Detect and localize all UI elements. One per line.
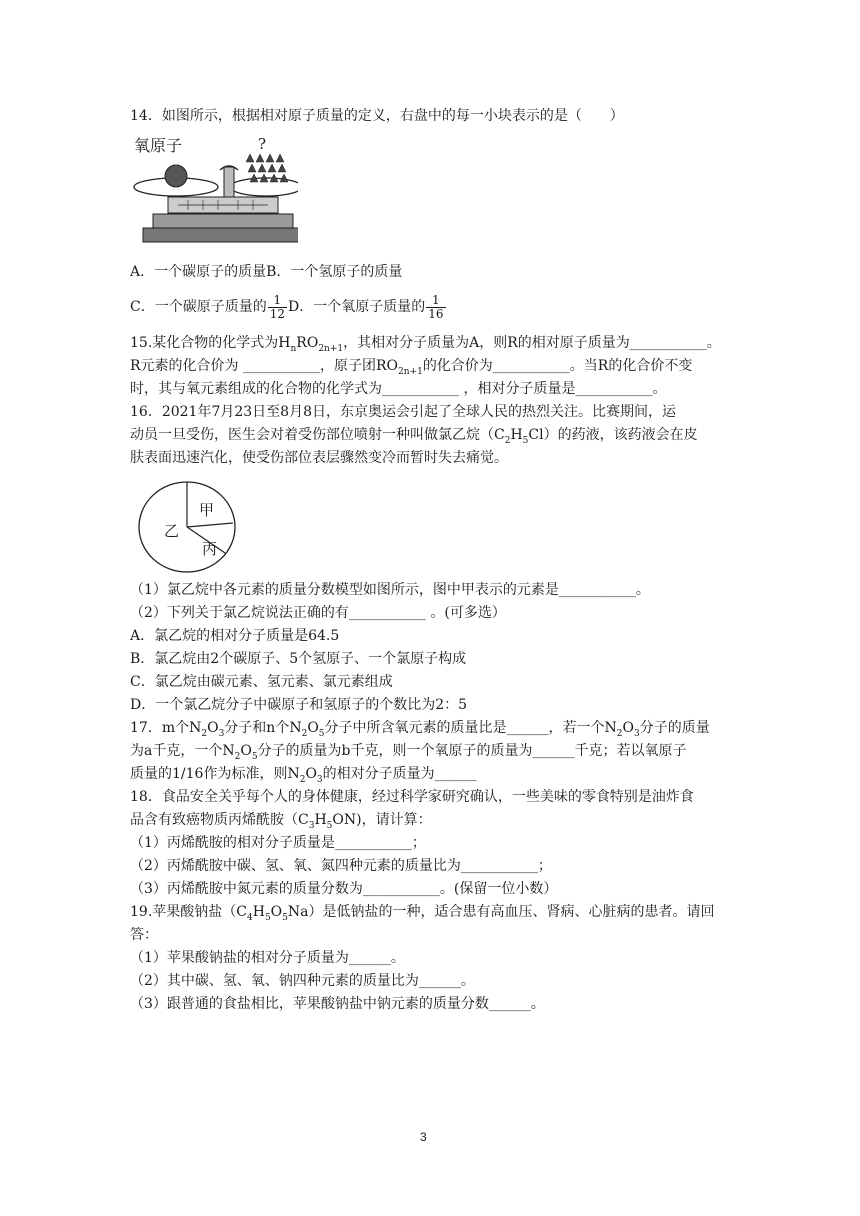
q16-sub-2: （2）下列关于氯乙烷说法正确的有___________ 。(可多选） <box>130 605 506 621</box>
q14-options-cd <box>130 292 447 322</box>
fraction-1-16: $\frac{1}{16}$ <box>428 292 444 321</box>
q14-option-d: D．一个氧原子质量的 <box>288 299 426 315</box>
oxygen-atom-label: 氧原子 <box>134 136 183 155</box>
question-mark-label: ? <box>258 135 267 153</box>
q16-line-1: 16．2021年7月23日至8月8日，东京奥运会引起了全球人民的热烈关注。比赛期间，运 <box>130 404 676 420</box>
oxygen-atom-ball <box>165 165 187 187</box>
q18-sub-3: （3）丙烯酰胺中氮元素的质量分数为___________。(保留一位小数） <box>130 881 558 897</box>
q19-line-1: 19.苹果酸钠盐$(C_4H_5O_5Na)$是低钠盐的一种，适合患有高血压、肾病、心脏病的患者。请回 <box>130 904 715 923</box>
q14-option-a: A．一个碳原子的质量 <box>130 264 267 280</box>
q14-stem: 14．如图所示，根据相对原子质量的定义，右盘中的每一小块表示的是（ ） <box>130 108 624 124</box>
q18-sub-2: （2）丙烯酰胺中碳、氢、氧、氮四种元素的质量比为___________； <box>130 858 552 874</box>
q14-option-c: C．一个碳原子质量的 <box>130 299 267 315</box>
pie-label-yi: 乙 <box>164 522 180 540</box>
q17-line-3: 质量的1/16作为标准，则$N_2O_3$的相对分子质量为______ <box>130 766 477 785</box>
q15-line-2: R元素的化合价为 ___________，原子团$RO_{2n+1}$的化合价为___________。当R的化合价不变 <box>130 358 693 377</box>
q16-sub-1: （1）氯乙烷中各元素的质量分数模型如图所示，图中甲表示的元素是___________。 <box>130 582 650 598</box>
q18-line-1: 18．食品安全关乎每个人的身体健康，经过科学家研究确认，一些美味的零食特别是油炸食 <box>130 789 694 805</box>
q16-line-3: 肤表面迅速汽化，使受伤部位表层骤然变冷而暂时失去痛觉。 <box>130 450 508 466</box>
q16-line-2: 动员一旦受伤，医生会对着受伤部位喷射一种叫做氯乙烷$(C_2H_5Cl)$的药液，该药液会在皮 <box>130 427 698 446</box>
q16-option-b: B．氯乙烷由2个碳原子、5个氢原子、一个氯原子构成 <box>130 651 467 667</box>
pie-label-jia: 甲 <box>199 501 215 519</box>
q14-options-ab <box>130 262 402 282</box>
q16-option-a: A．氯乙烷的相对分子质量是64.5 <box>130 628 340 644</box>
q16-option-c: C．氯乙烷由碳元素、氢元素、氯元素组成 <box>130 674 393 690</box>
page-number: 3 <box>420 1130 427 1144</box>
pie-label-bing: 丙 <box>202 540 218 558</box>
fraction-1-12: $\frac{1}{12}$ <box>269 292 285 321</box>
q18-line-2: 品含有致癌物质丙烯酰胺$(C_3H_5ON)$，请计算： <box>130 812 432 831</box>
q19-sub-1: （1）苹果酸钠盐的相对分子质量为______。 <box>130 950 405 966</box>
q19-sub-3: （3）跟普通的食盐相比，苹果酸钠盐中钠元素的质量分数______。 <box>130 996 545 1012</box>
q16-option-d: D．一个氯乙烷分子中碳原子和氢原子的个数比为2：5 <box>130 697 468 713</box>
q14-option-b: B．一个氢原子的质量 <box>266 264 403 280</box>
q15-line-3: 时，其与氧元素组成的化合物的化学式为___________ ，相对分子质量是___________。 <box>130 381 667 397</box>
q19-sub-2: （2）其中碳、氢、氧、钠四种元素的质量比为______。 <box>130 973 475 989</box>
mass-fraction-pie-model <box>137 480 237 574</box>
q17-line-2: 为a千克，一个$N_2O_5$分子的质量为b千克，则一个氧原子的质量为______千克；若以氧原子 <box>130 743 687 762</box>
q19-line-2: 答： <box>130 927 158 943</box>
q18-sub-1: （1）丙烯酰胺的相对分子质量是___________； <box>130 835 426 851</box>
q17-line-1: 17．m个$N_2O_3$分子和n个$N_2O_5$分子中所含氧元素的质量比是______，若一个$N_2O_3$分子的质量 <box>130 720 710 739</box>
q15-line-1: 15.某化合物的化学式为$H_nRO_{2n+1}$，其相对分子质量为A，则R的相对原子质量为___________。 <box>130 335 721 354</box>
